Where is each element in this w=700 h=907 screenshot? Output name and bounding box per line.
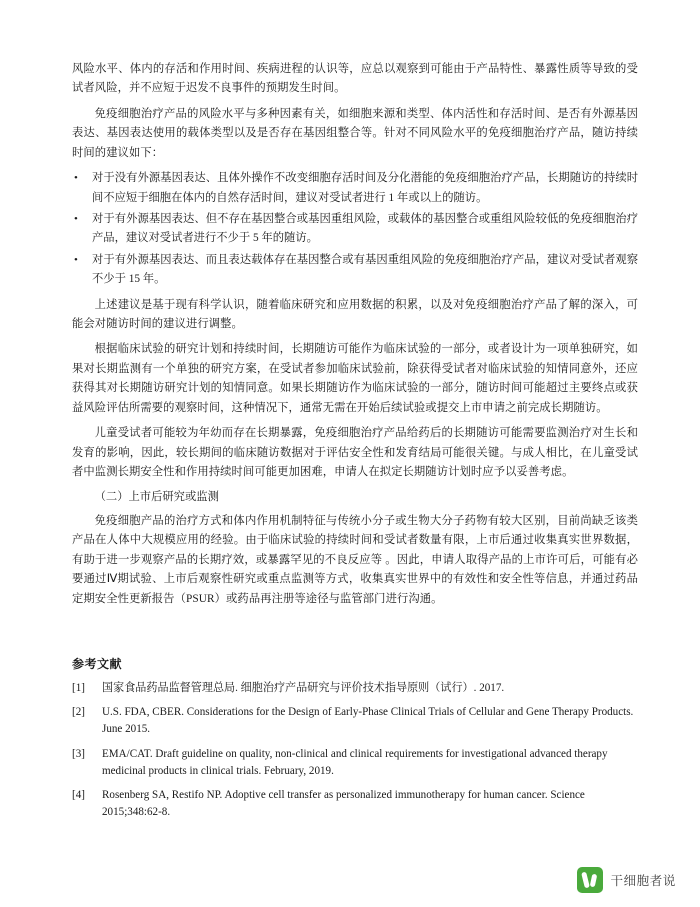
paragraph: 根据临床试验的研究计划和持续时间，长期随访可能作为临床试验的一部分，或者设计为一项单独研究，如果对长期监测有一个单独的研究方案，在受试者参加临床试验前，除获得受试者对临床试验的知情同意外，还应获得其对长期随访研究计划的知情同意。如果长期随访作为临床试验的一部分，随访时间可能超过主要终点或获益风险评估所需要的观察时间，这种情况下，通常无需在开始后续试验或提交上市申请之前完成长期随访。 [72,343,638,414]
reference-text: U.S. FDA, CBER. Considerations for the Design of Early-Phase Clinical Trials of Cellular and Gene Therapy Products. June 2015. [102,706,634,736]
footer-label: 干细胞者说 [610,874,676,888]
paragraph: 儿童受试者可能较为年幼而存在长期暴露，免疫细胞治疗产品给药后的长期随访可能需要监测治疗对生长和发育的影响，因此，较长期间的临床随访数据对于评估安全性和发育结局可能很关键。与成人相比，在儿童受试者中监测长期安全性和作用持续时间可能更加困难，申请人在拟定长期随访计划时应予以妥善考虑。 [72,427,638,479]
paragraph: 免疫细胞治疗产品的风险水平与多种因素有关，如细胞来源和类型、体内活性和存活时间、是否有外源基因表达、基因表达使用的载体类型以及是否存在基因组整合等。针对不同风险水平的免疫细胞治疗产品，随访持续时间的建议如下： [72,107,638,159]
reference-text: EMA/CAT. Draft guideline on quality, non-clinical and clinical requirements for investigational advanced therapy medicinal products in clinical trials. February, 2019. [102,747,608,777]
list-item-text: 对于有外源基因表达、但不存在基因整合或基因重组风险，或载体的基因整合或重组风险较低的免疫细胞治疗产品，建议对受试者进行不少于 5 年的随访。 [92,212,638,245]
reference-number: [3] [72,747,85,760]
paragraph: 免疫细胞产品的治疗方式和体内作用机制特征与传统小分子或生物大分子药物有较大区别，目前尚缺乏该类产品在人体中大规模应用的经验。由于临床试验的持续时间和受试者数量有限，上市后通过收集真实世界数据，有助于进一步观察产品的长期疗效，或暴露罕见的不良反应等 。因此，申请人取得产品的上市许可后，可能有必要通过Ⅳ期试验、上市后观察性研究或重点监测等方式，收集真实世界中的有效性和安全性等信息，并通过药品定期安全性更新报告（PSUR）或药品再注册等途径与监管部门进行沟通。 [72,514,638,605]
reference-item [72,787,638,821]
reference-text: Rosenberg SA, Restifo NP. Adoptive cell transfer as personalized immunotherapy for human cancer. Science 2015;348:62-8. [102,788,585,819]
list-item-text: 对于有外源基因表达、而且表达载体存在基因整合或有基因重组风险的免疫细胞治疗产品，建议对受试者观察不少于 15 年。 [92,253,638,286]
reference-number: [2] [72,706,85,719]
brand-logo-icon [577,867,603,893]
section-heading: （二）上市后研究或监测 [94,491,219,504]
paragraph: 风险水平、体内的存活和作用时间、疾病进程的认识等，应总以观察到可能由于产品特性、暴露性质等导致的受试者风险，并不应短于迟发不良事件的预期发生时间。 [72,63,638,95]
references-list [72,680,638,821]
reference-number: [1] [72,681,85,694]
paragraph: 上述建议是基于现有科学认识，随着临床研究和应用数据的积累，以及对免疫细胞治疗产品了解的深入，可能会对随访时间的建议进行调整。 [72,298,638,331]
list-item [72,210,638,249]
list-item [72,169,638,208]
bullet-list [72,169,638,290]
bullet-icon: • [74,212,78,225]
reference-item [72,680,638,697]
reference-item [72,704,638,738]
list-item [72,251,638,290]
references-heading: 参考文献 [72,656,123,671]
reference-number: [4] [72,788,85,801]
reference-item [72,746,638,780]
reference-text: 国家食品药品监督管理总局. 细胞治疗产品研究与评价技术指导原则（试行）. 2017. [102,681,505,694]
footer-watermark [577,867,676,893]
list-item-text: 对于没有外源基因表达、且体外操作不改变细胞存活时间及分化潜能的免疫细胞治疗产品，长期随访的持续时间不应短于细胞在体内的自然存活时间，建议对受试者进行 1 年或以上的随访。 [92,172,638,204]
bullet-icon: • [74,172,78,185]
bullet-icon: • [74,253,78,266]
